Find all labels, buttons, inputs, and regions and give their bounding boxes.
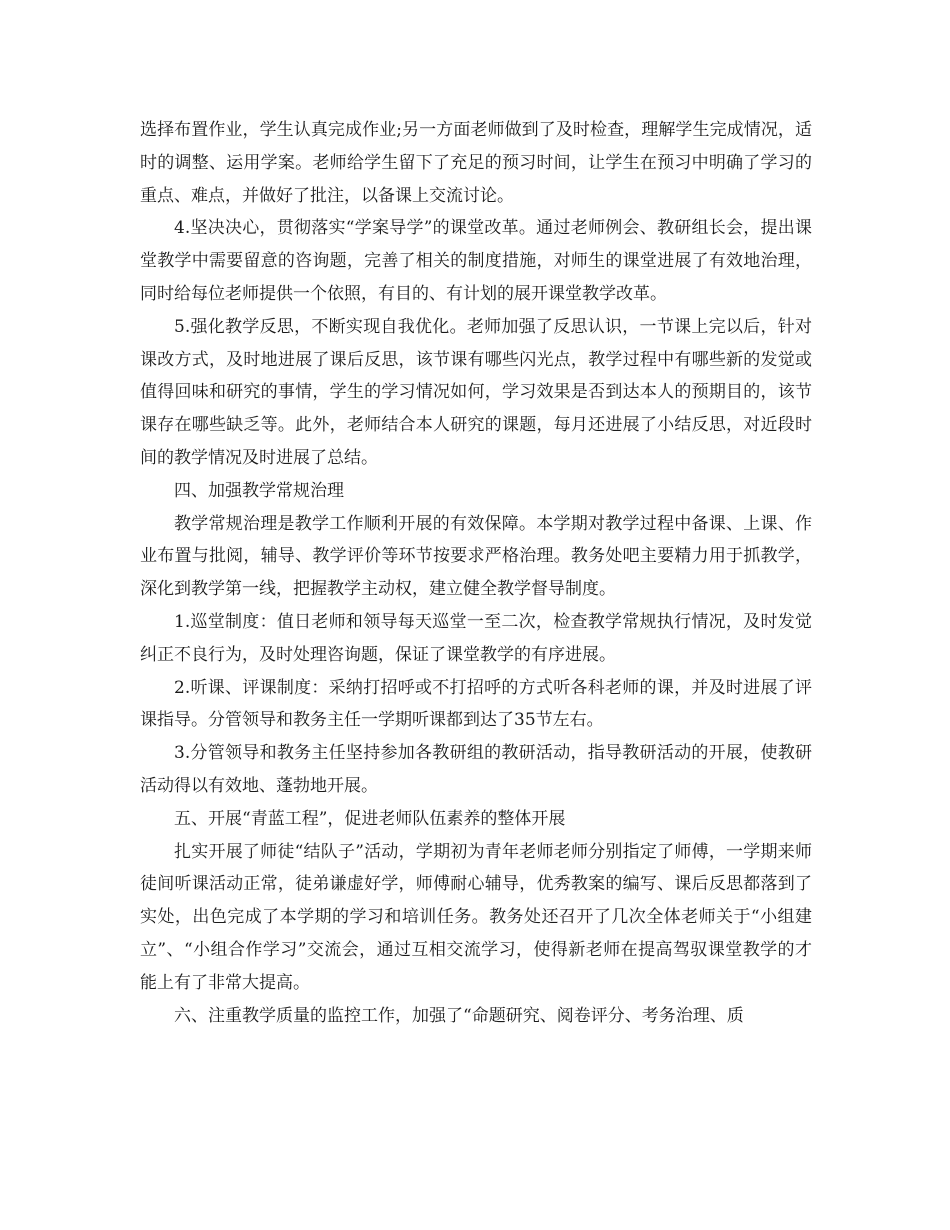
section-heading-6: 六、注重教学质量的监控工作，加强了“命题研究、阅卷评分、考务治理、质 [174,1005,744,1026]
paragraph-homework-continuation: 选择布置作业，学生认真完成作业;另一方面老师做到了及时检查，理解学生完成情况，适时的调整、运用学案。老师给学生留下了充足的预习时间，让学生在预习中明确了学习的重点、难点，并做好了批注，以备课上交流讨论。 [140,120,812,206]
paragraph-item-5-reflection: 5.强化教学反思，不断实现自我优化。老师加强了反思认识，一节课上完以后，针对课改方式，及时地进展了课后反思，该节课有哪些闪光点，教学过程中有哪些新的发觉或值得回味和研究的事情，学生的学习情况如何，学习效果是否到达本人的预期目的，该节课存在哪些缺乏等。此外，老师结合本人研究的课题，每月还进展了小结反思，对近段时间的教学情况及时进展了总结。 [140,316,812,468]
paragraph-mentorship: 扎实开展了师徒“结队子”活动，学期初为青年老师老师分别指定了师傅，一学期来师徒间听课活动正常，徒弟谦虚好学，师傅耐心辅导，优秀教案的编写、课后反思都落到了实处，出色完成了本学期的学习和培训任务。教务处还召开了几次全体老师关于“小组建立”、“小组合作学习”交流会，通过互相交流学习，使得新老师在提高驾驭课堂教学的才能上有了非常大提高。 [140,841,812,993]
section-heading-4: 四、加强教学常规治理 [174,480,344,501]
paragraph-item-2-lesson-evaluation: 2.听课、评课制度：采纳打招呼或不打招呼的方式听各科老师的课，并及时进展了评课指导。分管领导和教务主任一学期听课都到达了35节左右。 [140,677,812,731]
paragraph-item-1-patrol: 1.巡堂制度：值日老师和领导每天巡堂一至二次，检查教学常规执行情况，及时发觉纠正不良行为，及时处理咨询题，保证了课堂教学的有序进展。 [140,611,812,665]
paragraph-item-4-reform: 4.坚决决心，贯彻落实“学案导学”的课堂改革。通过老师例会、教研组长会，提出课堂教学中需要留意的咨询题，完善了相关的制度措施，对师生的课堂进展了有效地治理，同时给每位老师提供一个依照，有目的、有计划的展开课堂教学改革。 [140,218,812,304]
section-heading-5: 五、开展“青蓝工程”，促进老师队伍素养的整体开展 [174,808,566,829]
paragraph-routine-management: 教学常规治理是教学工作顺利开展的有效保障。本学期对教学过程中备课、上课、作业布置与批阅，辅导、教学评价等环节按要求严格治理。教务处吧主要精力用于抓教学，深化到教学第一线，把握教学主动权，建立健全教学督导制度。 [140,513,812,600]
paragraph-item-3-research-activity: 3.分管领导和教务主任坚持参加各教研组的教研活动，指导教研活动的开展，使教研活动得以有效地、蓬勃地开展。 [140,743,812,796]
document-body [140,114,812,1032]
